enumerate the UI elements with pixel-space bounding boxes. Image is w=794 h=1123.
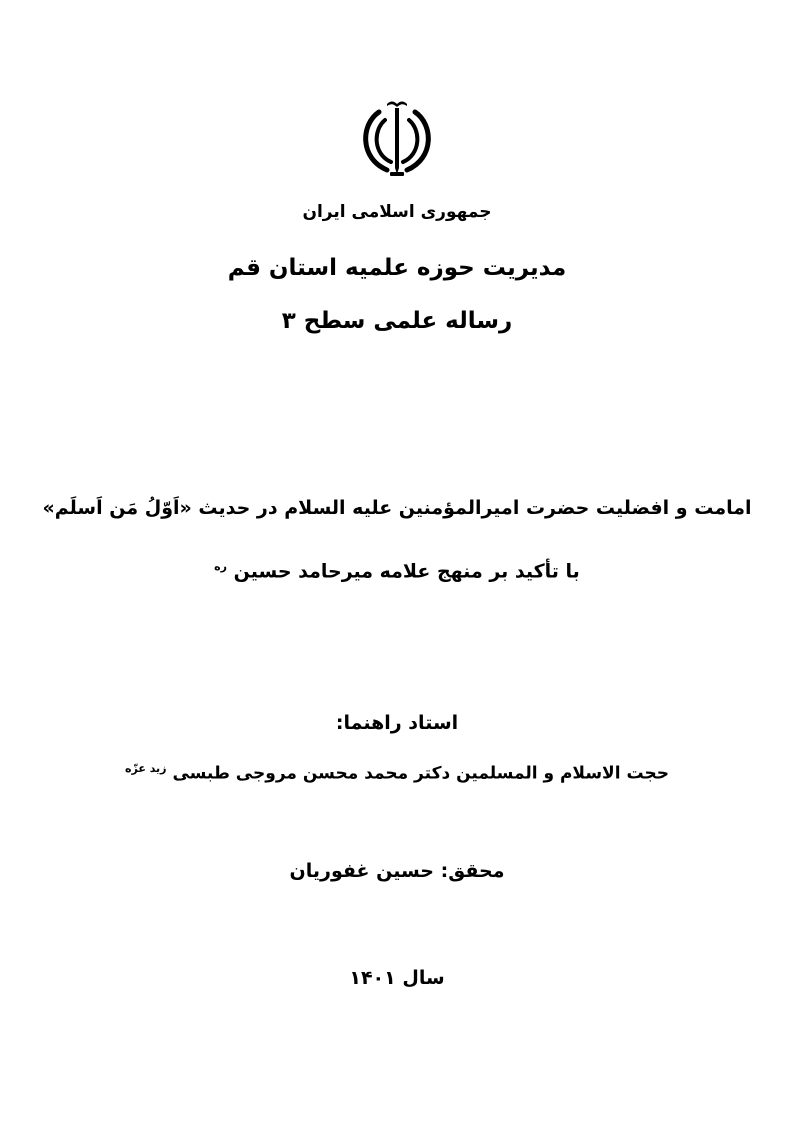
thesis-title-line2-text: با تأکید بر منهج علامه میرحامد حسین <box>233 560 580 583</box>
advisor-label: استاد راهنما: <box>335 712 459 734</box>
advisor-name: حجت الاسلام و المسلمین دکتر محمد محسن مروجی طبسی <box>172 763 669 784</box>
document-type: رساله علمی سطح ۳ <box>281 308 513 334</box>
researcher-line: محقق: حسین غفوریان <box>289 860 505 882</box>
year-line: سال ۱۴۰۱ <box>349 967 445 989</box>
advisor-honorific: زید عزّه <box>125 762 167 775</box>
advisor-line <box>40 762 754 784</box>
country-name: جمهوری اسلامی ایران <box>302 202 492 222</box>
organization-name: مدیریت حوزه علمیه استان قم <box>227 255 567 281</box>
iran-emblem-icon <box>357 98 437 180</box>
rahmatullah-honorific: ره <box>214 560 227 573</box>
thesis-title-line2 <box>40 560 754 583</box>
thesis-title-line1: امامت و افضلیت حضرت امیرالمؤمنین علیه السلام در حدیث «اَوّلُ مَن اَسلَم» <box>42 497 752 519</box>
